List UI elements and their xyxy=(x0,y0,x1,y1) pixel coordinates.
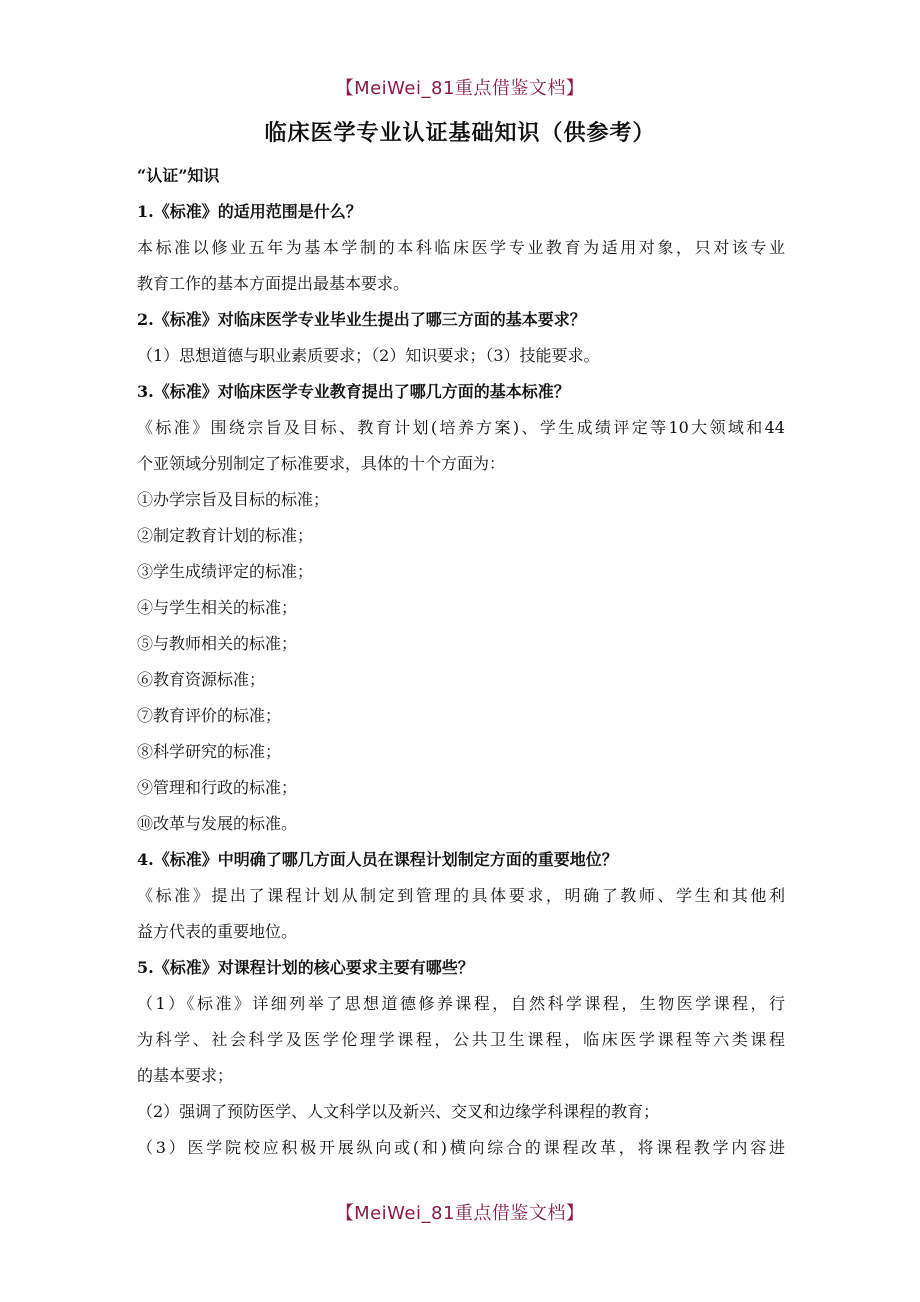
standard-item-4: ④与学生相关的标准； xyxy=(137,598,298,617)
answer-5-line-1: （1）《标准》详细列举了思想道德修养课程，自然科学课程，生物医学课程，行 xyxy=(137,994,785,1013)
standard-item-6: ⑥教育资源标准； xyxy=(137,670,266,689)
answer-4-line-1: 《标准》提出了课程计划从制定到管理的具体要求，明确了教师、学生和其他利 xyxy=(137,886,785,905)
standard-item-1: ①办学宗旨及目标的标准； xyxy=(137,490,330,509)
question-2-heading: 2.《标准》对临床医学专业毕业生提出了哪三方面的基本要求？ xyxy=(137,310,586,329)
answer-5-line-2: 为科学、社会科学及医学伦理学课程，公共卫生课程，临床医学课程等六类课程 xyxy=(137,1030,785,1049)
document-body xyxy=(137,158,785,1166)
answer-4-line-2: 益方代表的重要地位。 xyxy=(137,922,298,941)
answer-5-line-3: 的基本要求； xyxy=(137,1066,234,1085)
standard-item-3: ③学生成绩评定的标准； xyxy=(137,562,314,581)
question-4-heading: 4.《标准》中明确了哪几方面人员在课程计划制定方面的重要地位？ xyxy=(137,850,618,869)
question-3-heading: 3.《标准》对临床医学专业教育提出了哪几方面的基本标准？ xyxy=(137,382,570,401)
question-1-heading: 1.《标准》的适用范围是什么？ xyxy=(137,202,362,221)
document-title: 临床医学专业认证基础知识（供参考） xyxy=(264,120,656,146)
standard-item-8: ⑧科学研究的标准； xyxy=(137,742,282,761)
answer-3-line-1: 《标准》围绕宗旨及目标、教育计划(培养方案)、学生成绩评定等10大领域和44 xyxy=(137,418,785,437)
answer-1-line-1: 本标准以修业五年为基本学制的本科临床医学专业教育为适用对象，只对该专业 xyxy=(137,238,785,257)
answer-5-line-4: （2）强调了预防医学、人文科学以及新兴、交叉和边缘学科课程的教育； xyxy=(137,1102,660,1121)
answer-1-line-2: 教育工作的基本方面提出最基本要求。 xyxy=(137,274,410,293)
watermark-footer: 【MeiWei_81重点借鉴文档】 xyxy=(335,1203,585,1224)
standard-item-5: ⑤与教师相关的标准； xyxy=(137,634,298,653)
question-5-heading: 5.《标准》对课程计划的核心要求主要有哪些？ xyxy=(137,958,474,977)
standard-item-9: ⑨管理和行政的标准； xyxy=(137,778,298,797)
standard-item-10: ⑩改革与发展的标准。 xyxy=(137,814,298,833)
standard-item-7: ⑦教育评价的标准； xyxy=(137,706,282,725)
answer-3-line-2: 个亚领域分别制定了标准要求，具体的十个方面为： xyxy=(137,454,506,473)
answer-2-line-1: （1）思想道德与职业素质要求；（2）知识要求；（3）技能要求。 xyxy=(137,346,600,365)
answer-5-line-5: （3）医学院校应积极开展纵向或(和)横向综合的课程改革，将课程教学内容进 xyxy=(137,1138,785,1157)
section-heading: “认证”知识 xyxy=(137,166,220,185)
watermark-header: 【MeiWei_81重点借鉴文档】 xyxy=(335,78,585,99)
standard-item-2: ②制定教育计划的标准； xyxy=(137,526,314,545)
